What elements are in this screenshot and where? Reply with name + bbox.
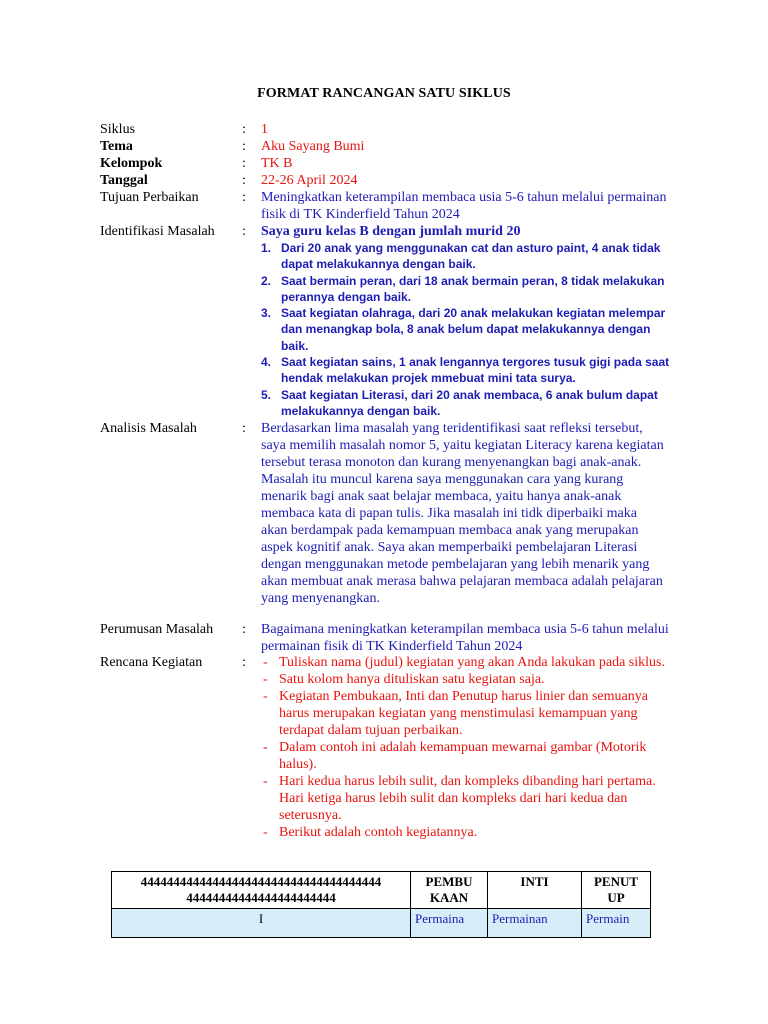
list-item [261,773,666,824]
siklus-value: 1 [261,122,268,137]
list-item [261,654,666,671]
dash-bullet: - [263,740,268,755]
header-line: KAAN [429,890,469,905]
rencana-content [261,654,666,841]
table-row [112,909,651,938]
table-header-pembukaan [411,872,488,909]
colon: : [242,139,246,154]
tanggal-label: Tanggal [100,173,148,188]
tema-value: Aku Sayang Bumi [261,139,365,154]
dash-bullet: - [263,774,268,789]
header-line: INTI [520,874,549,889]
list-number: 1. [261,241,272,255]
header-line: UP [607,890,625,905]
list-item [261,739,666,773]
list-text: Satu kolom hanya dituliskan satu kegiatan saja. [279,672,545,687]
analisis-value: Berdasarkan lima masalah yang teridentifikasi saat refleksi tersebut, saya memilih masalah nomor 5, yaitu kegiatan Literacy karena kegiatan tersebut terasa monoton dan kurang menyenangkan bagi anak-anak. Masalah itu muncul karena saya menggunakan cara yang kurang menarik bagi anak saat belajar membaca, yaitu hanya anak-anak membaca kata di papan tulis. Jika masalah ini tidk diperbaiki maka akan berdampak pada kemampuan membaca anak yang merupakan aspek kognitif anak. Saya akan memperbaiki pembelajaran Literasi dengan menggunakan metode pembelajaran yang lebih menarik yang akan membuat anak merasa bahwa pelajaran membaca adalah pelajaran yang menyenangkan. [261,421,664,606]
issue-list [261,240,681,419]
list-item [261,305,681,354]
analisis-label: Analisis Masalah [100,421,197,436]
siklus-label: Siklus [100,122,136,137]
identifikasi-label: Identifikasi Masalah [100,224,215,239]
table-header-inti [488,872,582,909]
rencana-label: Rencana Kegiatan [100,655,203,670]
tema-label: Tema [100,139,133,154]
dash-bullet: - [263,655,268,670]
dash-bullet: - [263,825,268,840]
page-title: FORMAT RANCANGAN SATU SIKLUS [257,86,511,101]
list-text: Hari kedua harus lebih sulit, dan kompleks dibanding hari pertama. Hari ketiga harus lebih sulit dan kompleks dari hari kedua dan seterusnya. [279,774,656,823]
identifikasi-content [261,223,681,419]
table-cell: Permaina [411,909,488,938]
list-number: 4. [261,355,272,370]
table-cell: Permain [582,909,651,938]
dash-bullet: - [263,689,268,704]
plan-list [261,654,666,841]
list-item [261,824,666,841]
list-item [261,240,681,273]
colon: : [242,655,246,670]
tujuan-label: Tujuan Perbaikan [100,190,199,205]
colon: : [242,156,246,171]
list-text: Saat kegiatan sains, 1 anak lengannya tergores tusuk gigi pada saat hendak melakukan projek mmebuat mini tata surya. [281,355,670,386]
identifikasi-intro: Saya guru kelas B dengan jumlah murid 20 [261,224,521,239]
colon: : [242,224,246,239]
header-line: PENUT [593,874,639,889]
colon: : [242,190,246,205]
list-number: 5. [261,387,272,402]
list-text: Saat bermain peran, dari 18 anak bermain peran, 8 tidak melakukan perannya dengan baik. [281,273,665,304]
list-item [261,273,681,306]
list-number: 2. [261,273,272,288]
tanggal-value: 22-26 April 2024 [261,173,358,188]
kelompok-label: Kelompok [100,156,163,171]
header-line: 44444444444444444444444 [186,890,336,905]
colon: : [242,122,246,137]
list-text: Berikut adalah contoh kegiatannya. [279,825,478,840]
list-text: Saat kegiatan olahraga, dari 20 anak melakukan kegiatan melempar dan menangkap bola, 8 anak belum dapat melakukannya dengan baik. [281,306,666,353]
header-line: PEMBU [425,874,473,889]
perumusan-label: Perumusan Masalah [100,622,214,637]
table-cell: Permainan [488,909,582,938]
table-header-row [112,872,651,909]
list-item [261,354,681,387]
list-text: Tuliskan nama (judul) kegiatan yang akan Anda lakukan pada siklus. [279,655,665,670]
colon: : [242,421,246,436]
list-item [261,671,666,688]
colon: : [242,622,246,637]
list-text: Kegiatan Pembukaan, Inti dan Penutup harus linier dan semuanya harus merupakan kegiatan yang menstimulasi kemampuan yang terdapat dalam tujuan perbaikan. [279,689,648,738]
dash-bullet: - [263,672,268,687]
list-text: Dalam contoh ini adalah kemampuan mewarnai gambar (Motorik halus). [279,740,647,772]
tujuan-value: Meningkatkan keterampilan membaca usia 5-6 tahun melalui permainan fisik di TK Kinderfield Tahun 2024 [261,190,667,222]
activity-table [111,871,651,938]
table-cell: I [112,909,411,938]
table-header-cell [112,872,411,909]
list-item [261,387,681,420]
colon: : [242,173,246,188]
list-number: 3. [261,306,272,321]
perumusan-value: Bagaimana meningkatkan keterampilan membaca usia 5-6 tahun melalui permainan fisik di TK Kinderfield Tahun 2024 [261,622,669,654]
list-item [261,688,666,739]
header-line: 4444444444444444444444444444444444444 [140,874,382,889]
kelompok-value: TK B [261,156,293,171]
list-text: Saat kegiatan Literasi, dari 20 anak membaca, 6 anak bulum dapat melakukannya dengan baik. [281,387,658,418]
table-header-penutup [582,872,651,909]
list-text: Dari 20 anak yang menggunakan cat dan asturo paint, 4 anak tidak dapat melakukannya dengan baik. [281,241,661,272]
